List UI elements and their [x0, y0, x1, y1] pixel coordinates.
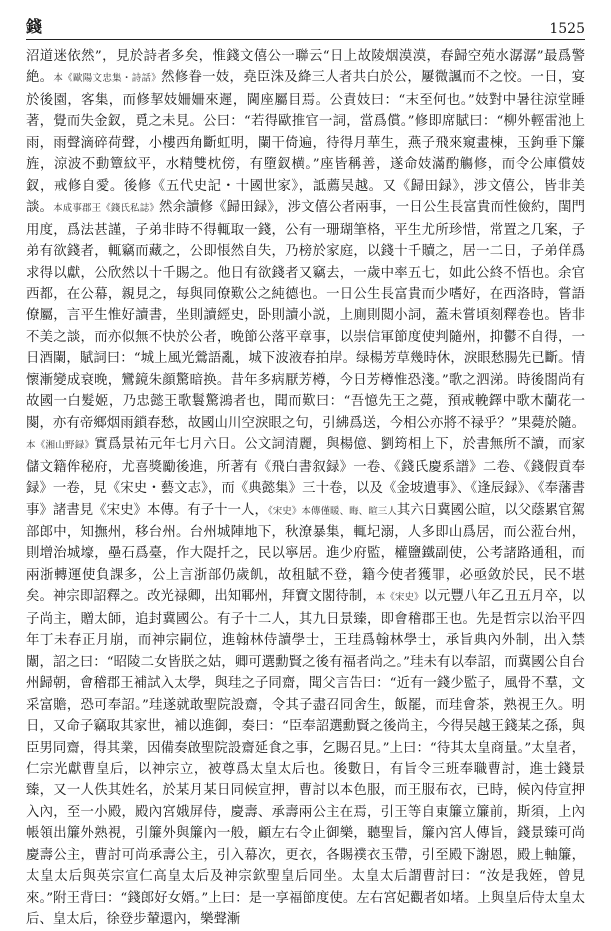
text-run: 實爲景祐元年七月六日。公文詞清麗，與楊億、劉筠相上下，於書無所不讀，而家儲文籍侔秘府，尤喜獎勵後進，所著有《飛白書叙録》一卷、《錢氏慶系譜》二卷、《錢假貢奉録》一卷，見《宋史・藝文志》，而《典懿集》三十卷，以及《金坡遺事》、《逢辰録》、《奉藩書事》諸書見《宋史》本傳。有子十一人，	[26, 437, 585, 518]
text-run: 沼道迷依然”，見於詩者多矣，惟錢文僖公一聯云“日上故陵烟漠漠，春歸空苑水潺潺”最爲警絶。	[26, 49, 585, 86]
source-note: 《宋史》本傳僅暖、晦、暄三人	[267, 505, 397, 517]
text-run: 以元豐八年乙丑五月卒，以子尚主，贈太師，追封冀國公。有子十二人，其九日景臻，即會稽郡王也。先是哲宗以治平四年丁未春正月崩，而神宗嗣位，進翰林侍讀學士，王珪爲翰林學士，承旨典內外制，出入禁闈，詔之曰：“昭陵二女皆朕之姑，卿可選勳賢之後有福者尚之。”珪未有以奉詔，而冀國公自台州歸朝，會稽郡王補試入太學，與珪之子同齋，聞父言告曰：“近有一錢少監子，風骨不羣，文采富贍，恐可奉詔。”珪遂就敢聖院設齋，令其子盡召同舍生，飯罷，而珪會茶，熟視王久。明日，又命子竊取其家世，補以進御，奏曰：“臣奉詔選勳賢之後尚主，今得吴越王錢某之孫，與臣男同齋，得其業，因備奏啟聖院設齋延食之事，乞賜召見。”上曰：“待其太皇商量。”太皇者，仁宗光獻曹皇后，以神宗立，被尊爲太皇太后也。後數日，有旨令三班奉職曹討，進士錢景臻，又一人佚其姓名，於某月某日同候宣押，曹討以本色服，而王服布衣，已時，候內侍宣押入內，至一小殿，殿內宮娥屏侍，慶壽、承壽兩公主在焉，引王等自東簾立簾前，斯須，上內帳領出簾外熟視，引簾外與簾內一般，顧左右令止御樂，聽聖旨，簾內宮人傳旨，錢景臻可尚慶壽公主，曹討可尚承壽公主，引入幕次，更衣，各賜襆衣玉帶，引至殿下謝恩，殿上軸簾，太皇太后與英宗宣仁高皇太后及神宗欽聖皇后同坐。太皇太后謂曹討曰：“汝是我姪，曾見來。”附王背曰：“錢郎好女婿。”上曰：是一享福節度使。左右宮妃觀者如堵。上與皇后侍太皇太后、皇太后，徐登步輦還內，樂聲漸	[26, 589, 586, 928]
main-text	[26, 46, 586, 928]
source-note: 本成事郡王《錢氏私誌》	[53, 203, 160, 215]
page-number: 1525	[549, 21, 585, 37]
source-note: 本《歐陽文忠集・詩話》	[53, 73, 162, 85]
header-title: 錢	[26, 17, 44, 36]
text-run: 然余讀修《歸田録》，涉文僖公者兩事，一日公生長富貴而性儉約，閨門用度，爲法甚謹，子弟非時不得輒取一錢，公有一珊瑚筆格，平生尤所珍惜，常置之几案，子弟有欲錢者，輒竊而藏之，公即悵然自失，乃榜於家庭，以錢十千贖之，居一二日，子弟佯爲求得以獻，公欣然以十千賜之。他日有欲錢者又竊去，一歲中率五七，如此公終不悟也。余官西都，在公幕，親見之，每與同僚歎公之純德也。一日公生長富貴而少嗜好，在西洛時，嘗語僚屬，言平生惟好讀書，坐則讀經史，卧則讀小説，上廁則閲小詞，蓋未嘗頃刻釋卷也。皆非不美之談，而亦似無不快於公者，晚節公落平章事，以崇信軍節度使判隨州，抑鬱不自得，一日酒闌，賦詞曰：“城上風光鶯語亂，城下波液春拍岸。绿楊芳草幾時休，淚眼愁腸先已斷。情懷漸變成衰晚，鸞鏡朱顔驚暗换。昔年多病厭芳樽，今日芳樽惟恐淺。”歌之泗涕。時後閤尚有故國一白髮姬，乃忠懿王歌鬟驚鴻者也，聞而歎曰：“吾憶先王之薨，預戒輓鐸中歌木蘭花一闋，亦有帝鄉烟雨鎖春愁，故國山川空淚眼之句，引紼爲送，今相公亦將不禄乎？”果薨於隨。	[26, 200, 585, 431]
running-header	[26, 10, 585, 40]
text-run: 其六日冀國公暄，以父蔭累官駕部郎中，知撫州，移台州。台州城陣地下，秋潦暴集，輒圮溺，人多即山爲居，而公蒞台州，則增治城壕，壘石爲臺，作大隄扦之，民以寧居。進少府監，權鹽鐵副使，公考諸路通租，而兩浙轉運使負課多，公上言浙部仍歲飢，故租賦不登，籍今使者獲罪，必亟敛於民，民不堪矣。神宗即詔釋之。改光禄卿，出知鄆州，拜寶文閣待制，	[26, 502, 586, 605]
text-run: 然修眷一妓，堯臣洙及絳三人者共白於公，屢微諷而不之恔。一日，宴於後園，客集，而修挈妓姍姍來遲，閫座屬目焉。公責妓曰：“末至何也。”妓對中暑往涼堂睡著，覺而失金釵，覓之未見。公曰：“若得歐推官一詞，當爲償。”修即席賦曰：“柳外輕雷池上雨，雨聲滴碎荷聲，小樓西角斷虹明，闌干倚遍，待得月華生，燕子飛來窺畫棟，玉鉤垂下簾旌，涼波不動簟紋平，水精雙枕傍，有墮釵横。”座皆稱善，遂命妓滿酌觴修，而令公庫償妓釵，戒修自愛。後修《五代史記・十國世家》，詆薦吴越。又《歸田録》，涉文僖公，皆非美談。	[26, 70, 586, 216]
source-note: 本《宋史》	[375, 592, 424, 604]
source-note: 本《湘山野録》	[26, 440, 95, 452]
body-paragraph	[26, 46, 585, 931]
